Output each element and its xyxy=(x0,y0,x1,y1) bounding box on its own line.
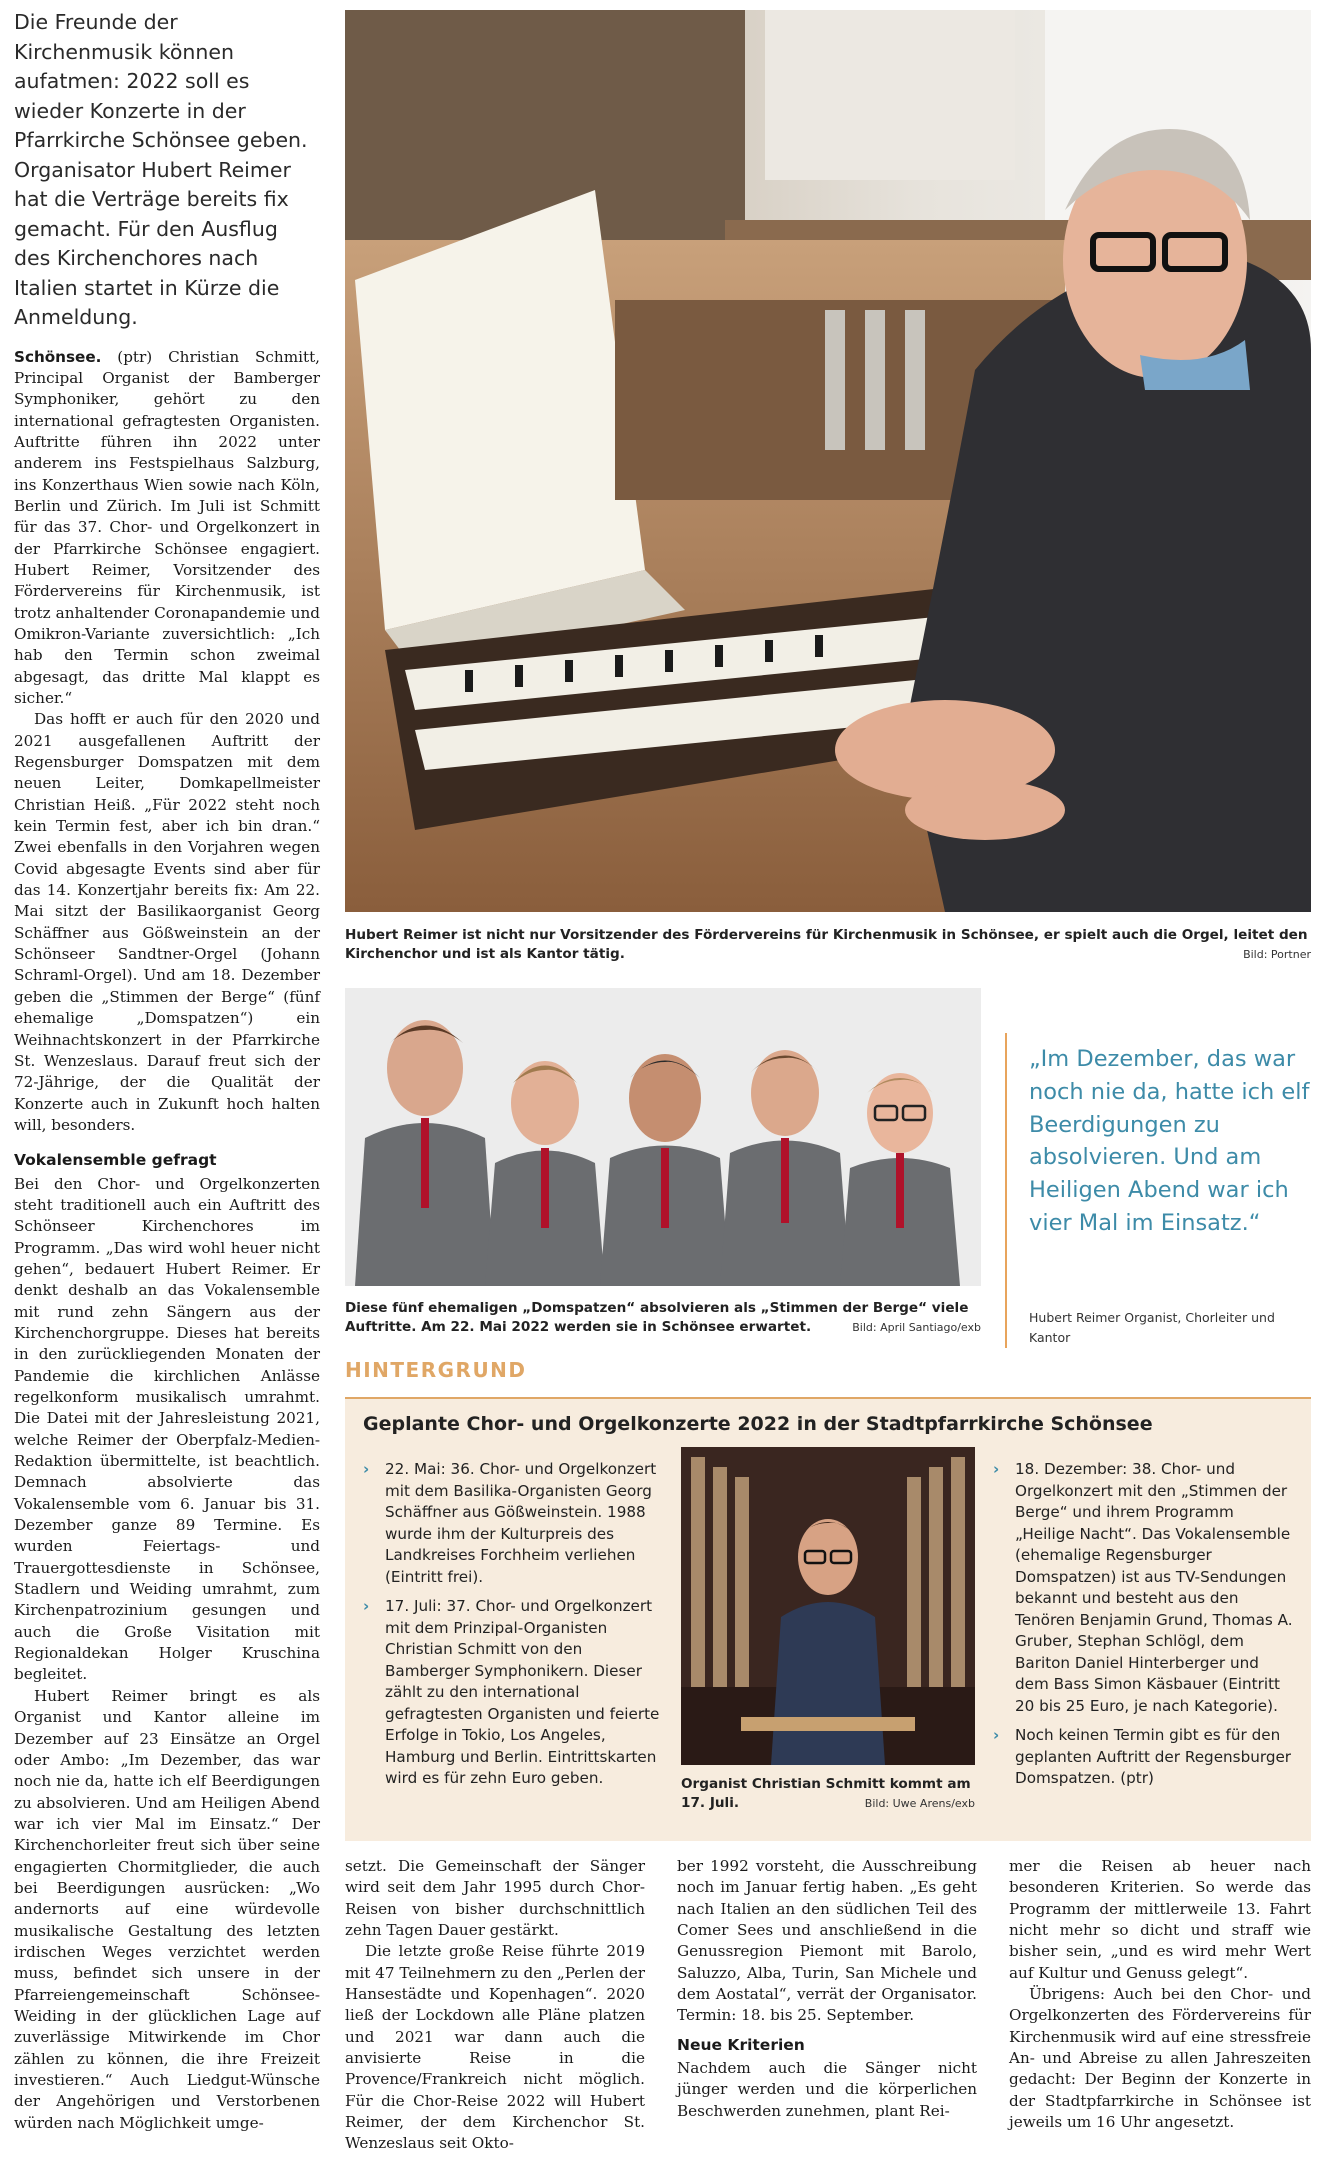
group-photo-caption: Diese fünf ehemaligen „Domspatzen“ absolvieren als „Stimmen der Berge“ viele Auftritte. Am 22. Mai 2022 werden sie in Schönsee erwartet. Bild: April Santiago/exb xyxy=(345,1300,981,1335)
group-photo-illustration xyxy=(345,988,981,1286)
article-intro: Die Freunde der Kirchenmusik können aufatmen: 2022 soll es wieder Konzerte in der Pfarrkirche Schönsee geben. Organisator Hubert Reimer hat die Verträge bereits fix gemacht. Für den Ausflug des Kirchenchores nach Italien startet in Kürze die Anmeldung. xyxy=(14,10,308,329)
paragraph-9: mer die Reisen ab heuer nach besonderen Kriterien. So werde das Programm der mittlerweile 13. Fahrt nicht mehr so dicht und straff wie bisher sein, „und es wird mehr Wert auf Kultur und Genuss gelegt“. xyxy=(1009,1857,1311,1982)
info-box-right-list xyxy=(993,1459,1293,1798)
article-column-2 xyxy=(345,1856,645,2155)
chevron-right-icon: › xyxy=(993,1460,1000,1478)
list-item: › Noch keinen Termin gibt es für den geplanten Auftritt der Regensburger Domspatzen. (ptr) xyxy=(993,1726,1292,1787)
background-info-box xyxy=(345,1397,1311,1841)
section-label-hintergrund: HINTERGRUND xyxy=(345,1358,527,1382)
subheading-vokalensemble: Vokalensemble gefragt xyxy=(14,1151,217,1170)
organist-photo-illustration xyxy=(681,1447,975,1765)
organ-photo-caption: Hubert Reimer ist nicht nur Vorsitzender des Fördervereins für Kirchenmusik in Schönsee, er spielt auch die Orgel, leitet den Kirchenchor und ist als Kantor tätig. Bild: Portner xyxy=(345,927,1311,962)
pull-quote xyxy=(1005,1033,1311,1348)
dateline: Schönsee. xyxy=(14,347,102,366)
group-photo-credit: Bild: April Santiago/exb xyxy=(852,1321,981,1334)
info-box-title: Geplante Chor- und Orgelkonzerte 2022 in der Stadtpfarrkirche Schönsee xyxy=(363,1413,1153,1435)
paragraph-8: Nachdem auch die Sänger nicht jünger werden und die körperlichen Beschwerden zunehmen, plant Rei- xyxy=(677,2059,977,2120)
organist-photo-credit: Bild: Uwe Arens/exb xyxy=(864,1797,975,1810)
list-item: › 22. Mai: 36. Chor- und Orgelkonzert mit dem Basilika-Organisten Georg Schäffner aus Gößweinstein. 1988 wurde ihm der Kulturpreis des Landkreises Forchheim verliehen (Eintritt frei). xyxy=(363,1460,657,1586)
organist-photo xyxy=(681,1447,975,1765)
left-column xyxy=(14,8,320,2134)
chevron-right-icon: › xyxy=(363,1460,370,1478)
paragraph-4: Hubert Reimer bringt es als Organist und Kantor alleine im Dezember auf 23 Einsätze an Orgel oder Ambo: „Im Dezember, das war noch nie da, hatte ich elf Beerdigungen zu absolvieren. Und am Heiligen Abend war ich vier Mal im Einsatz.“ Der Kirchenchorleiter freut sich über seine engagierten Chormitglieder, die auch bei Beerdigungen ausrücken: „Wo andernorts auf eine würdevolle musikalische Gestaltung des letzten irdischen Weges verzichtet werden muss, befindet sich unsere in der Pfarreiengemeinschaft Schönsee-Weiding in der glücklichen Lage auf zuverlässige Mitwirkende im Chor zählen zu können, die ihre Freizeit investieren.“ Auch Liedgut-Wünsche der Angehörigen und Verstorbenen würden nach Möglichkeit umge- xyxy=(14,1686,321,2132)
paragraph-3: Bei den Chor- und Orgelkonzerten steht traditionell auch ein Auftritt des Schönseer Kirchenchores im Programm. „Das wird wohl heuer nicht gehen“, bedauert Hubert Reimer. Er denkt deshalb an das Vokalensemble mit rund zehn Sängern aus der Kirchenchorgruppe. Dieses hat bereits in den zurückliegenden Monaten der Pandemie die kirchlichen Anlässe regelkonform musikalisch umrahmt. Die Datei mit der Jahresleistung 2021, welche Reimer der Oberpfalz-Medien-Redaktion übermittelte, ist beachtlich. Demnach absolvierte das Vokalensemble vom 6. Januar bis 31. Dezember ganze 89 Termine. Es wurden Feiertags- und Trauergottesdienste in Schönsee, Stadlern und Weiding umrahmt, zum Kirchenpatrozinium gesungen und auch die Große Visitation mit Regionaldekan Holger Kruschina begleitet. xyxy=(14,1174,320,1684)
article-column-3 xyxy=(677,1856,977,2122)
subheading-neue-kriterien: Neue Kriterien xyxy=(677,2035,805,2054)
organ-photo xyxy=(345,10,1311,912)
organ-photo-illustration xyxy=(345,10,1311,912)
paragraph-5: setzt. Die Gemeinschaft der Sänger wird seit dem Jahr 1995 durch Chor-Reisen von bisher durchschnittlich zehn Tagen Dauer gestärkt. xyxy=(345,1857,645,1940)
article-column-4 xyxy=(1009,1856,1311,2133)
list-item: › 17. Juli: 37. Chor- und Orgelkonzert mit dem Prinzipal-Organisten Christian Schmitt von den Bamberger Symphonikern. Dieser zählt zu den international gefragtesten Organisten und feierte Erfolge in Tokio, Los Angeles, Hamburg und Berlin. Eintrittskarten wird es für zehn Euro geben. xyxy=(363,1597,660,1787)
chevron-right-icon: › xyxy=(993,1726,1000,1744)
organist-photo-caption: Organist Christian Schmitt kommt am 17. Juli. Bild: Uwe Arens/exb xyxy=(681,1776,975,1811)
chevron-right-icon: › xyxy=(363,1597,370,1615)
organ-photo-credit: Bild: Portner xyxy=(1243,948,1311,961)
paragraph-6: Die letzte große Reise führte 2019 mit 47 Teilnehmern zu den „Perlen der Hansestädte und Kopenhagen“. 2020 ließ der Lockdown alle Pläne platzen und 2021 war dann auch die anvisierte Reise in die Provence/Frankreich nicht möglich. Für die Chor-Reise 2022 will Hubert Reimer, der dem Kirchenchor St. Wenzeslaus seit Okto- xyxy=(345,1942,645,2153)
pull-quote-text: „Im Dezember, das war noch nie da, hatte ich elf Beerdigungen zu absolvieren. Und am Heiligen Abend war ich vier Mal im Einsatz.“ xyxy=(1029,1046,1310,1236)
group-photo xyxy=(345,988,981,1286)
pull-quote-source: Hubert Reimer Organist, Chorleiter und Kantor xyxy=(1029,1309,1275,1345)
article-body xyxy=(14,347,320,2135)
paragraph-1: Schönsee. (ptr) Christian Schmitt, Principal Organist der Bamberger Symphoniker, gehört zu den international gefragtesten Organisten. Auftritte führen ihn 2022 unter anderem ins Festspielhaus Salzburg, ins Konzerthaus Wien sowie nach Köln, Berlin und Zürich. Im Juli ist Schmitt für das 37. Chor- und Orgelkonzert in der Pfarrkirche Schönsee engagiert. Hubert Reimer, Vorsitzender des Fördervereins für Kirchenmusik, ist trotz anhaltender Coronapandemie und Omikron-Variante zuversichtlich: „Ich hab den Termin schon zweimal abgesagt, das dritte Mal klappt es sicher.“ xyxy=(14,347,321,707)
list-item: › 18. Dezember: 38. Chor- und Orgelkonzert mit den „Stimmen der Berge“ und ihrem Programm „Heilige Nacht“. Das Vokalensemble (ehemalige Regensburger Domspatzen) ist aus TV-Sendungen bekannt und besteht aus den Tenören Benjamin Grund, Thomas A. Gruber, Stephan Schlögl, dem Bariton Daniel Hinterberger und dem Bass Simon Käsbauer (Eintritt 20 bis 25 Euro, je nach Kategorie). xyxy=(993,1460,1293,1715)
paragraph-7: ber 1992 vorsteht, die Ausschreibung noch im Januar fertig haben. „Es geht nach Italien an den südlichen Teil des Comer Sees und anschließend in die Genussregion Piemont mit Barolo, Saluzzo, Alba, Turin, San Michele und dem Aostatal“, verrät der Organisator. Termin: 18. bis 25. September. xyxy=(677,1857,977,2025)
paragraph-10: Übrigens: Auch bei den Chor- und Orgelkonzerten des Fördervereins für Kirchenmusik wird auf eine stressfreie An- und Abreise zu allen Jahreszeiten gedacht: Der Beginn der Konzerte in der Stadtpfarrkirche in Schönsee ist jeweils um 16 Uhr angesetzt. xyxy=(1009,1985,1311,2132)
paragraph-2: Das hofft er auch für den 2020 und 2021 ausgefallenen Auftritt der Regensburger Domspatzen mit dem neuen Leiter, Domkapellmeister Christian Heiß. „Für 2022 steht noch kein Termin fest, aber ich bin dran.“ Zwei ebenfalls in den Vorjahren wegen Covid abgesagte Events sind aber für das 14. Konzertjahr bereits fix: Am 22. Mai sitzt der Basilikaorganist Georg Schäffner aus Gößweinstein an der Schönseer Sandtner-Orgel (Johann Schraml-Orgel). Und am 18. Dezember geben die „Stimmen der Berge“ (fünf ehemalige „Domspatzen“) ein Weihnachtskonzert in der Pfarrkirche St. Wenzeslaus. Darauf freut sich der 72-Jährige, der die Qualität der Konzerte auch in Zukunft hoch halten will, besonders. xyxy=(14,710,320,1134)
info-box-left-list xyxy=(363,1459,663,1798)
